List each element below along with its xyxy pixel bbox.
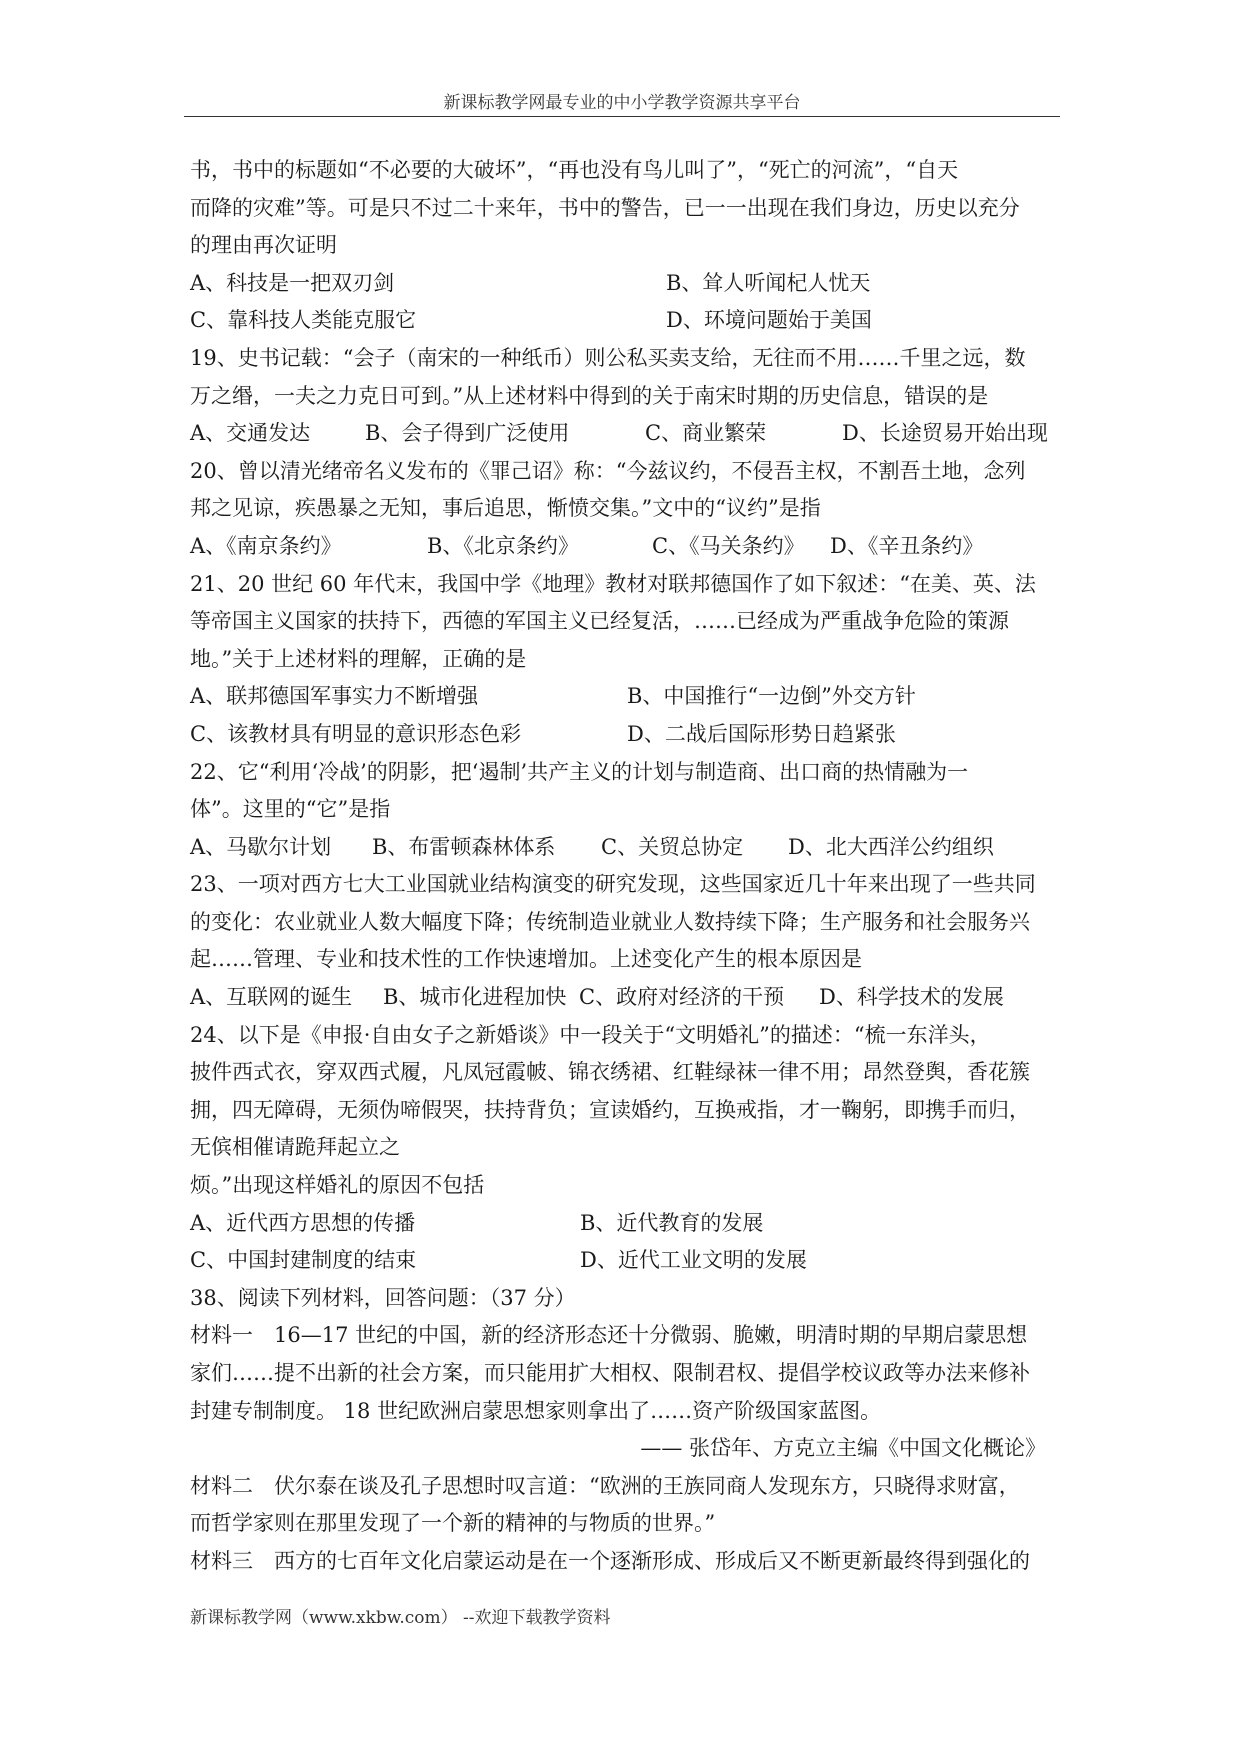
options-row (190, 265, 1070, 303)
question-text-line: 21、20 世纪 60 年代末，我国中学《地理》教材对联邦德国作了如下叙述：“在美、英、法 (190, 571, 1036, 596)
question-text-line: 23、一项对西方七大工业国就业结构演变的研究发现，这些国家近几十年来出现了一些共同 (190, 872, 1036, 897)
option-a: A、交通发达 (190, 421, 311, 446)
question-text-line: 体”。这里的“它”是指 (190, 797, 391, 822)
option-b: B、会子得到广泛使用 (365, 421, 570, 446)
option-a: A、科技是一把双刃剑 (190, 270, 395, 295)
options-row (190, 716, 1070, 754)
question-text-line: 起……管理、专业和技术性的工作快速增加。上述变化产生的根本原因是 (190, 947, 862, 972)
option-b: B、近代教育的发展 (580, 1210, 764, 1235)
options-row (190, 678, 1070, 716)
options-row (190, 829, 1070, 867)
question-text-line: 披件西式衣，穿双西式履，凡凤冠霞帔、锦衣绣裙、红鞋绿袜一律不用；昂然登舆，香花簇 (190, 1060, 1030, 1085)
option-b: B、《北京条约》 (427, 533, 579, 558)
options-row (190, 415, 1070, 453)
question-text-line: 烦。”出现这样婚礼的原因不包括 (190, 1173, 485, 1198)
material-text-line: 材料二 伏尔泰在谈及孔子思想时叹言道：“欧洲的王族同商人发现东方，只晓得求财富， (190, 1473, 1020, 1498)
option-d: D、长途贸易开始出现 (842, 421, 1048, 446)
option-c: C、该教材具有明显的意识形态色彩 (190, 721, 522, 746)
material-text-line: 封建专制制度。 18 世纪欧洲启蒙思想家则拿出了……资产阶级国家蓝图。 (190, 1398, 882, 1423)
option-a: A、联邦德国军事实力不断增强 (190, 684, 479, 709)
question-text-line: 等帝国主义国家的扶持下，西德的军国主义已经复活，……已经成为严重战争危险的策源 (190, 609, 1009, 634)
question-text-line: 20、曾以清光绪帝名义发布的《罪己诏》称：“今兹议约，不侵吾主权，不割吾土地，念列 (190, 458, 1026, 483)
option-d: D、二战后国际形势日趋紧张 (627, 721, 896, 746)
document-body (190, 152, 1070, 1581)
option-a: A、《南京条约》 (190, 533, 342, 558)
option-b: B、中国推行“一边倒”外交方针 (627, 684, 916, 709)
option-b: B、布雷顿森林体系 (372, 834, 556, 859)
question-text-line: 24、以下是《申报·自由女子之新婚谈》中一段关于“文明婚礼”的描述：“梳一东洋头， (190, 1022, 991, 1047)
question-text-line: 邦之见谅，疾愚暴之无知，事后追思，惭愤交集。”文中的“议约”是指 (190, 496, 821, 521)
material-text-line: 而哲学家则在那里发现了一个新的精神的与物质的世界。” (190, 1511, 716, 1536)
question-text-line: 22、它“利用‘冷战’的阴影，把‘遏制’共产主义的计划与制造商、出口商的热情融为一 (190, 759, 969, 784)
option-c: C、政府对经济的干预 (579, 985, 785, 1010)
material-text-line: 材料三 西方的七百年文化启蒙运动是在一个逐渐形成、形成后又不断更新最终得到强化的 (190, 1548, 1030, 1573)
question-text-line: 而降的灾难”等。可是只不过二十来年，书中的警告，已一一出现在我们身边，历史以充分 (190, 195, 1020, 220)
material-text-line: 材料一 16—17 世纪的中国，新的经济形态还十分微弱、脆嫩，明清时期的早期启蒙思想 (190, 1323, 1028, 1348)
material-text-line: 家们……提不出新的社会方案，而只能用扩大相权、限制君权、提倡学校议政等办法来修补 (190, 1361, 1030, 1385)
option-c: C、中国封建制度的结束 (190, 1248, 417, 1273)
question-text-line: 书，书中的标题如“不必要的大破坏”，“再也没有鸟儿叫了”，“死亡的河流”，“自天 (190, 158, 959, 182)
options-row (190, 528, 1070, 566)
options-row (190, 1205, 1070, 1243)
page-header: 新课标教学网最专业的中小学教学资源共享平台 (443, 93, 801, 113)
option-c: C、商业繁荣 (645, 421, 767, 446)
option-a: A、近代西方思想的传播 (190, 1210, 416, 1235)
option-d: D、近代工业文明的发展 (580, 1248, 807, 1273)
options-row (190, 979, 1070, 1017)
option-a: A、互联网的诞生 (190, 985, 353, 1010)
option-d: D、环境问题始于美国 (666, 308, 872, 333)
material-source: —— 张岱年、方克立主编《中国文化概论》 (640, 1436, 1046, 1461)
options-row (190, 1242, 1070, 1280)
option-c: C、靠科技人类能克服它 (190, 308, 417, 333)
option-c: C、《马关条约》 (652, 533, 805, 558)
option-d: D、北大西洋公约组织 (788, 834, 994, 859)
question-text-line: 的理由再次证明 (190, 233, 337, 258)
option-b: B、耸人听闻杞人忧天 (666, 270, 871, 295)
question-text-line: 万之缗，一夫之力克日可到。”从上述材料中得到的关于南宋时期的历史信息，错误的是 (190, 383, 989, 408)
question-text-line: 拥，四无障碍，无须伪啼假哭，扶持背负；宣读婚约，互换戒指，才一鞠躬，即携手而归， (190, 1097, 1030, 1122)
question-text-line: 地。”关于上述材料的理解，正确的是 (190, 646, 527, 671)
option-b: B、城市化进程加快 (383, 985, 567, 1010)
option-c: C、关贸总协定 (601, 834, 744, 859)
question-text-line: 无傧相催请跪拜起立之 (190, 1135, 400, 1160)
question-text-line: 19、史书记载：“会子（南宋的一种纸币）则公私买卖支给，无往而不用……千里之远，数 (190, 345, 1026, 370)
header-divider (184, 116, 1060, 117)
question-text-line: 的变化：农业就业人数大幅度下降；传统制造业就业人数持续下降；生产服务和社会服务兴 (190, 909, 1030, 934)
page-footer: 新课标教学网（www.xkbw.com） --欢迎下载教学资料 (190, 1608, 611, 1628)
question-title: 38、阅读下列材料，回答问题：（37 分） (190, 1285, 576, 1310)
option-d: D、科学技术的发展 (819, 985, 1004, 1010)
options-row (190, 302, 1070, 340)
option-a: A、马歇尔计划 (190, 834, 332, 859)
option-d: D、《辛丑条约》 (830, 533, 984, 558)
